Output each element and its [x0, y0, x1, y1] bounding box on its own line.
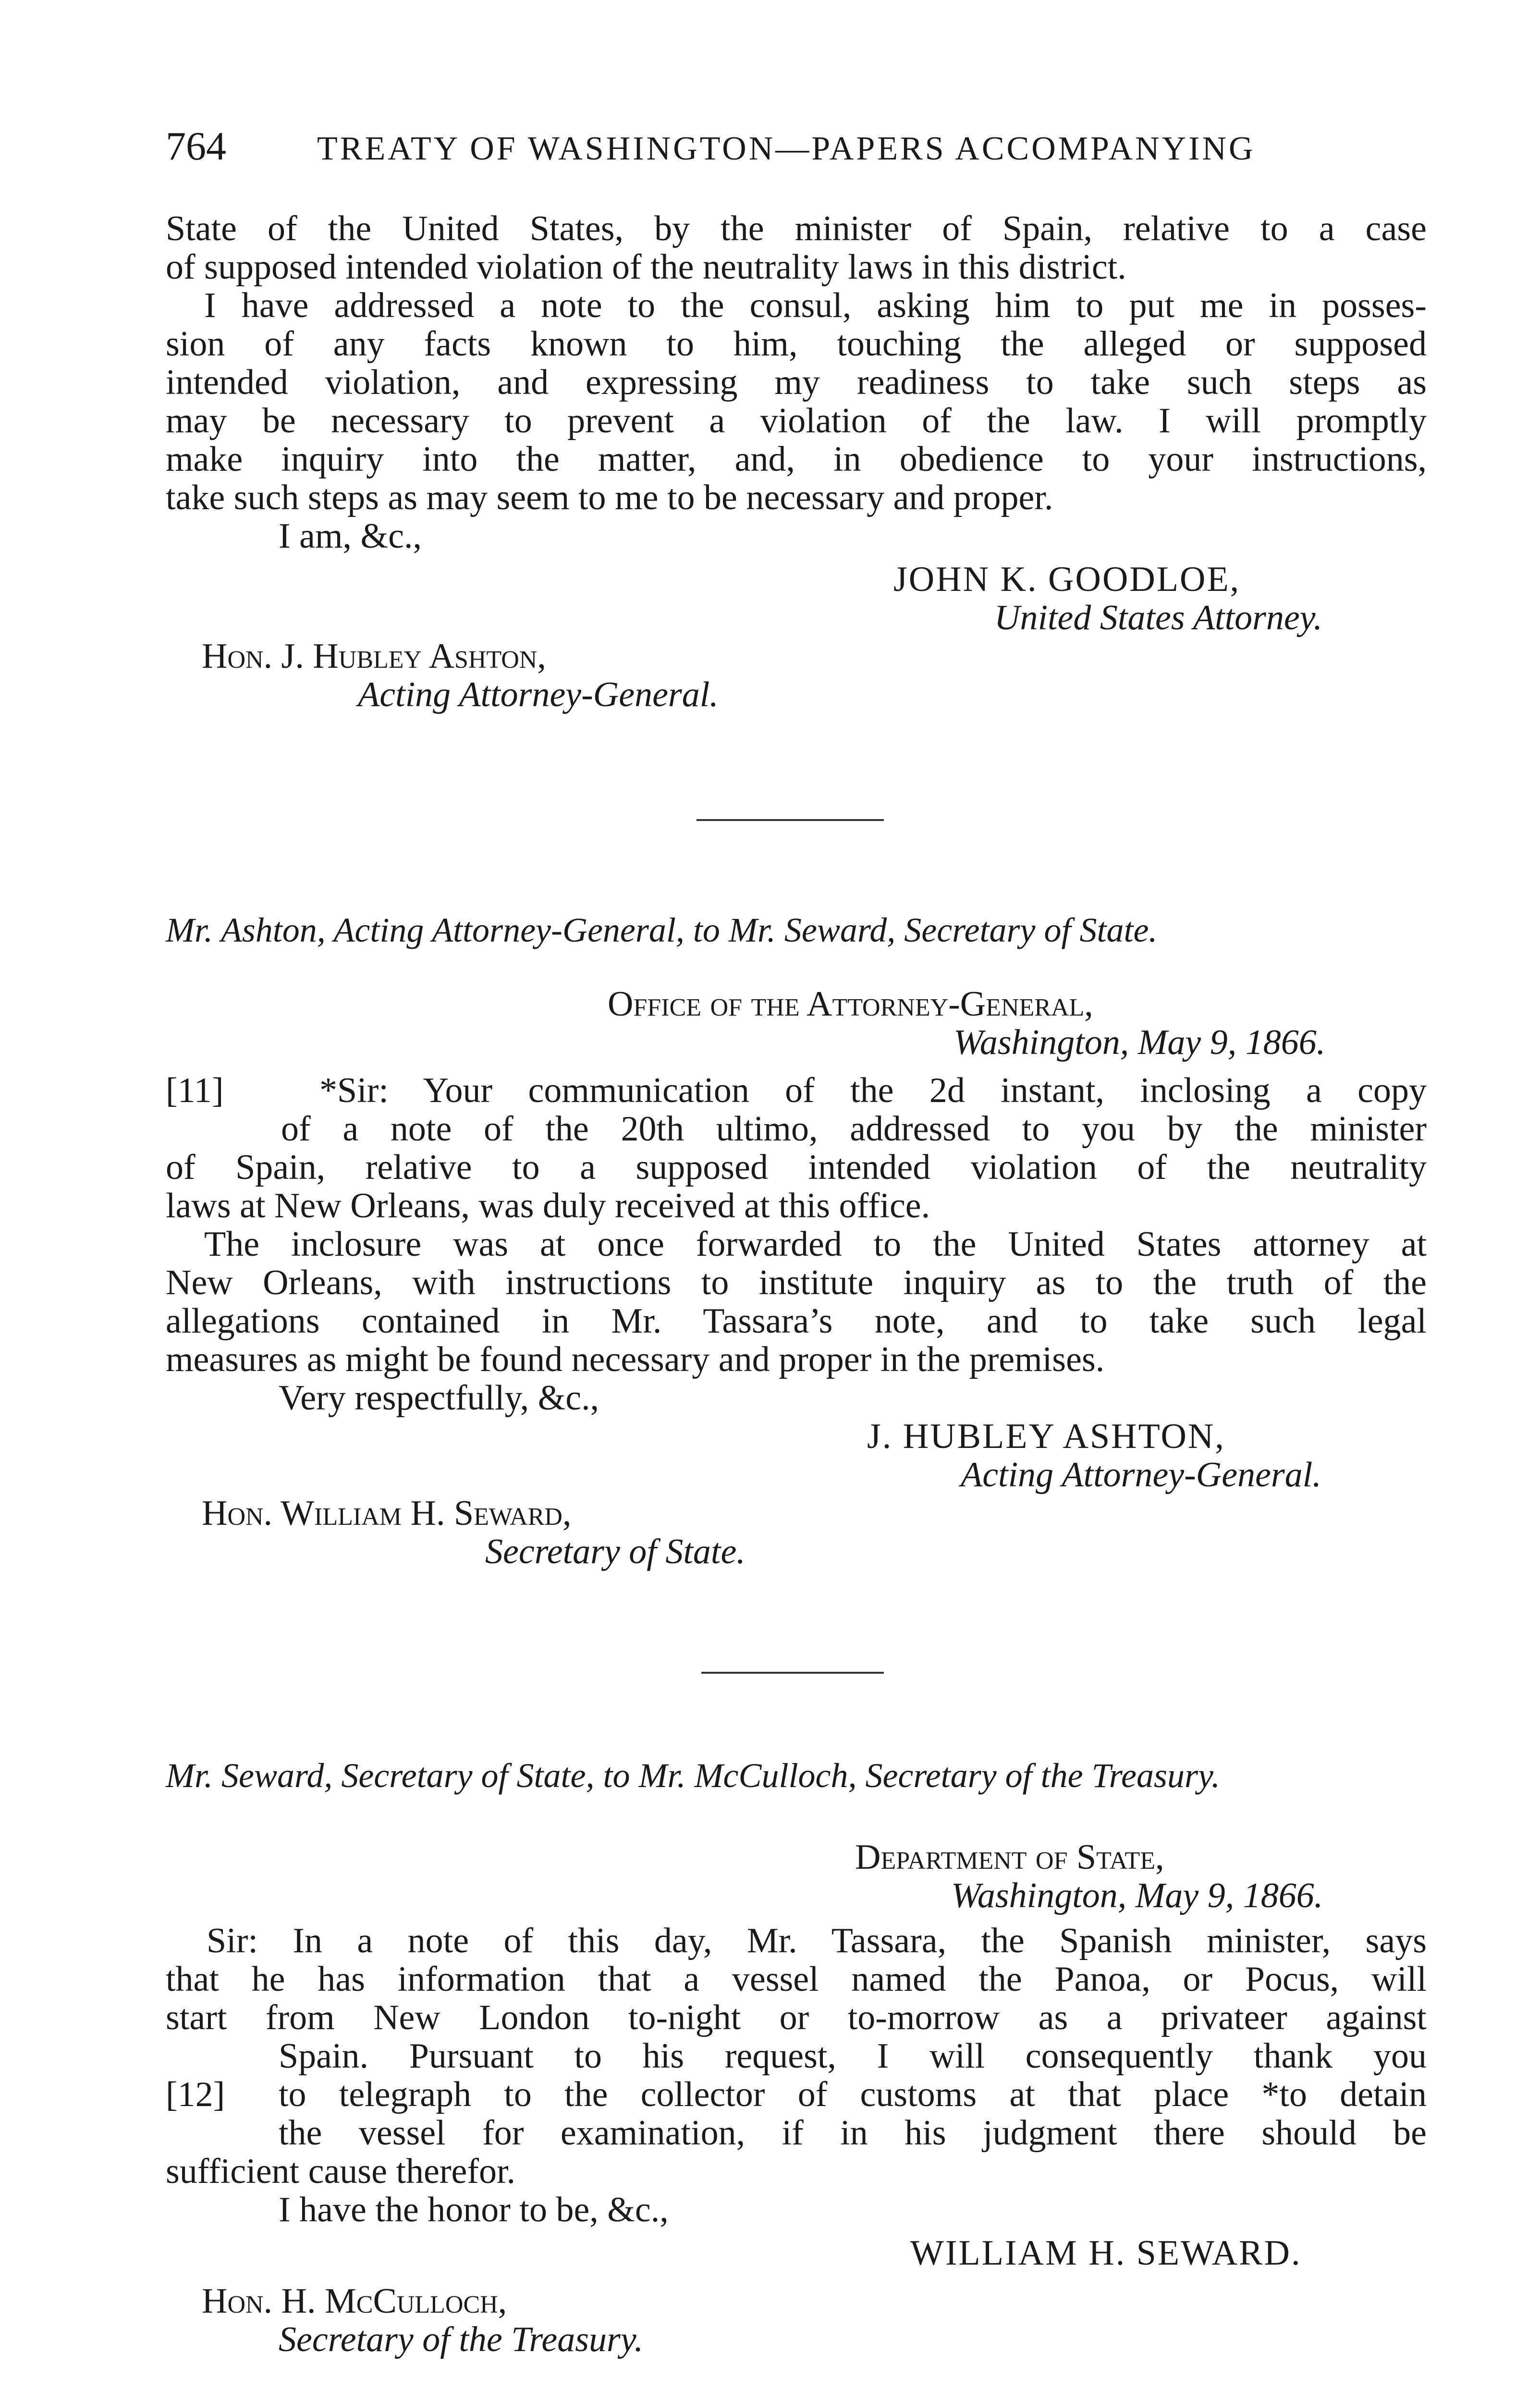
letter2-line-5: The inclosure was at once forwarded to the United States attorney at: [204, 1225, 1427, 1264]
running-title: TREATY OF WASHINGTON—PAPERS ACCOMPANYING: [317, 130, 1256, 167]
letter3-line-3: start from New London to-night or to-morrow as a privateer against: [166, 1998, 1427, 2037]
letter1-line-2: of supposed intended violation of the neutrality laws in this district.: [166, 247, 1126, 287]
letter3-line-4: Spain. Pursuant to his request, I will consequently thank you: [279, 2036, 1427, 2076]
letter1-line-8: take such steps as may seem to me to be necessary and proper.: [166, 478, 1053, 517]
letter3-office: Department of State,: [855, 1838, 1164, 1877]
letter2-line-2: of a note of the 20th ultimo, addressed to you by the minister: [281, 1109, 1427, 1149]
letter2-signer-title: Acting Attorney-General.: [961, 1455, 1321, 1495]
letter2-addressee-name: Hon. William H. Seward,: [202, 1494, 572, 1533]
letter3-line-5: to telegraph to the collector of customs at that place *to detain: [279, 2075, 1427, 2114]
letter3-page-marker: [12]: [166, 2075, 225, 2114]
letter1-line-6: may be necessary to prevent a violation of the law. I will promptly: [166, 401, 1427, 441]
letter1-line-7: make inquiry into the matter, and, in obedience to your instructions,: [166, 440, 1427, 479]
section-divider: [701, 1672, 884, 1674]
letter2-line-3: of Spain, relative to a supposed intended violation of the neutrality: [166, 1148, 1427, 1187]
letter3-signer-name: WILLIAM H. SEWARD.: [910, 2233, 1302, 2273]
letter2-signer-name: J. HUBLEY ASHTON,: [867, 1417, 1225, 1456]
letter3-line-2: that he has information that a vessel named the Panoa, or Pocus, will: [166, 1960, 1427, 1999]
letter1-addressee-title: Acting Attorney-General.: [358, 675, 719, 714]
letter2-heading: Mr. Ashton, Acting Attorney-General, to Mr. Seward, Secretary of State.: [166, 911, 1158, 949]
letter3-line-6: the vessel for examination, if in his judgment there should be: [279, 2113, 1427, 2153]
letter2-page-marker: [11]: [166, 1071, 224, 1110]
letter3-closing: I have the honor to be, &c.,: [279, 2190, 669, 2230]
letter2-line-4: laws at New Orleans, was duly received at this office.: [166, 1186, 930, 1226]
letter3-line-1: Sir: In a note of this day, Mr. Tassara, the Spanish minister, says: [207, 1921, 1427, 1961]
letter1-line-1: State of the United States, by the minister of Spain, relative to a case: [166, 209, 1427, 248]
letter3-addressee-name: Hon. H. McCulloch,: [202, 2281, 507, 2321]
letter2-line-7: allegations contained in Mr. Tassara’s note, and to take such legal: [166, 1301, 1427, 1341]
letter3-line-7: sufficient cause therefor.: [166, 2152, 516, 2191]
letter1-line-5: intended violation, and expressing my readiness to take such steps as: [166, 363, 1427, 402]
letter3-heading: Mr. Seward, Secretary of State, to Mr. McCulloch, Secretary of the Treasury.: [166, 1756, 1221, 1795]
letter1-line-3: I have addressed a note to the consul, asking him to put me in posses-: [204, 286, 1427, 325]
letter1-closing: I am, &c.,: [279, 516, 422, 556]
letter2-closing: Very respectfully, &c.,: [279, 1378, 599, 1418]
letter1-addressee-name: Hon. J. Hubley Ashton,: [202, 637, 546, 676]
letter3-addressee-title: Secretary of the Treasury.: [279, 2320, 644, 2359]
section-divider: [697, 819, 884, 821]
letter3-place-date: Washington, May 9, 1866.: [951, 1876, 1323, 1915]
letter2-office: Office of the Attorney-General,: [608, 984, 1093, 1024]
letter2-addressee-title: Secretary of State.: [485, 1532, 746, 1571]
page-number: 764: [166, 124, 226, 169]
letter2-place-date: Washington, May 9, 1866.: [953, 1023, 1326, 1062]
letter1-signer-name: JOHN K. GOODLOE,: [893, 560, 1241, 599]
letter2-line-1: *Sir: Your communication of the 2d instant, inclosing a copy: [319, 1071, 1427, 1110]
letter1-line-4: sion of any facts known to him, touching the alleged or supposed: [166, 324, 1427, 364]
letter2-line-6: New Orleans, with instructions to institute inquiry as to the truth of the: [166, 1263, 1427, 1302]
letter2-line-8: measures as might be found necessary and proper in the premises.: [166, 1340, 1105, 1379]
letter1-signer-title: United States Attorney.: [994, 598, 1323, 637]
